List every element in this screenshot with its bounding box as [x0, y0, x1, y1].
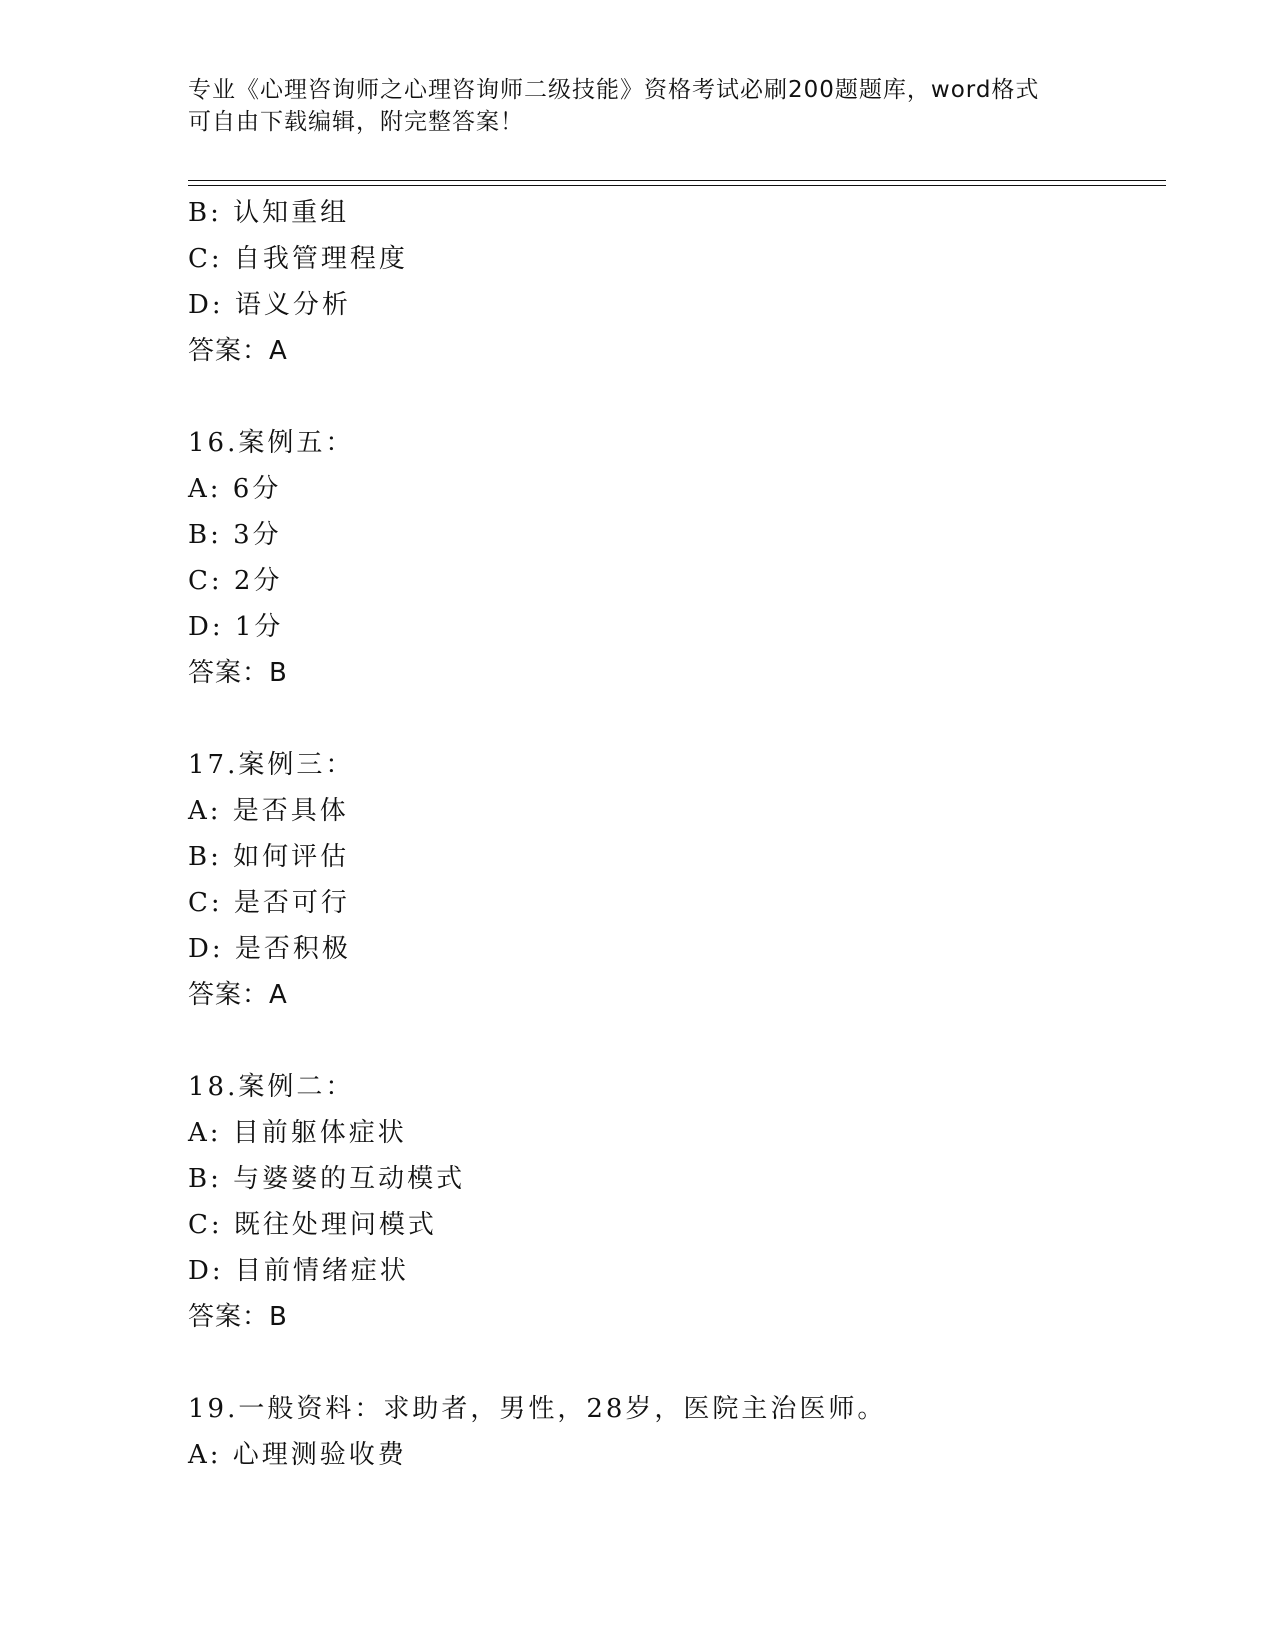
q18-option-c: C: 既往处理问模式: [188, 1210, 437, 1240]
header-line-2: 可自由下载编辑，附完整答案！: [188, 109, 524, 135]
header-divider-top: [188, 180, 1166, 181]
spacer: [188, 374, 1168, 420]
q17-title: 17.案例三：: [188, 750, 355, 780]
header-divider-bottom: [188, 185, 1166, 186]
q15-answer: 答案：A: [188, 336, 288, 366]
q18-option-a: A: 目前躯体症状: [188, 1118, 407, 1148]
q18-option-b: B: 与婆婆的互动模式: [188, 1164, 466, 1194]
q18-answer: 答案：B: [188, 1302, 288, 1332]
q15-option-d: D: 语义分析: [188, 290, 351, 320]
q18-title: 18.案例二：: [188, 1072, 355, 1102]
q16-title: 16.案例五：: [188, 428, 355, 458]
q17-option-d: D: 是否积极: [188, 934, 351, 964]
spacer: [188, 696, 1168, 742]
q16-option-c: C: 2分: [188, 566, 283, 596]
q16-option-a: A: 6分: [188, 474, 282, 504]
q17-answer: 答案：A: [188, 980, 288, 1010]
q16-option-b: B: 3分: [188, 520, 282, 550]
spacer: [188, 1018, 1168, 1064]
q15-option-b: B: 认知重组: [188, 198, 350, 228]
header-line-1: 专业《心理咨询师之心理咨询师二级技能》资格考试必刷200题题库，word格式: [188, 77, 1040, 103]
question-list: [188, 190, 1168, 1478]
document-header: [188, 74, 1088, 138]
q15-option-c: C: 自我管理程度: [188, 244, 408, 274]
q16-option-d: D: 1分: [188, 612, 284, 642]
q17-option-a: A: 是否具体: [188, 796, 349, 826]
q17-option-b: B: 如何评估: [188, 842, 350, 872]
q17-option-c: C: 是否可行: [188, 888, 350, 918]
spacer: [188, 1340, 1168, 1386]
q19-option-a: A: 心理测验收费: [188, 1440, 407, 1470]
q18-option-d: D: 目前情绪症状: [188, 1256, 409, 1286]
q19-title: 19.一般资料：求助者，男性，28岁，医院主治医师。: [188, 1394, 887, 1424]
q16-answer: 答案：B: [188, 658, 288, 688]
